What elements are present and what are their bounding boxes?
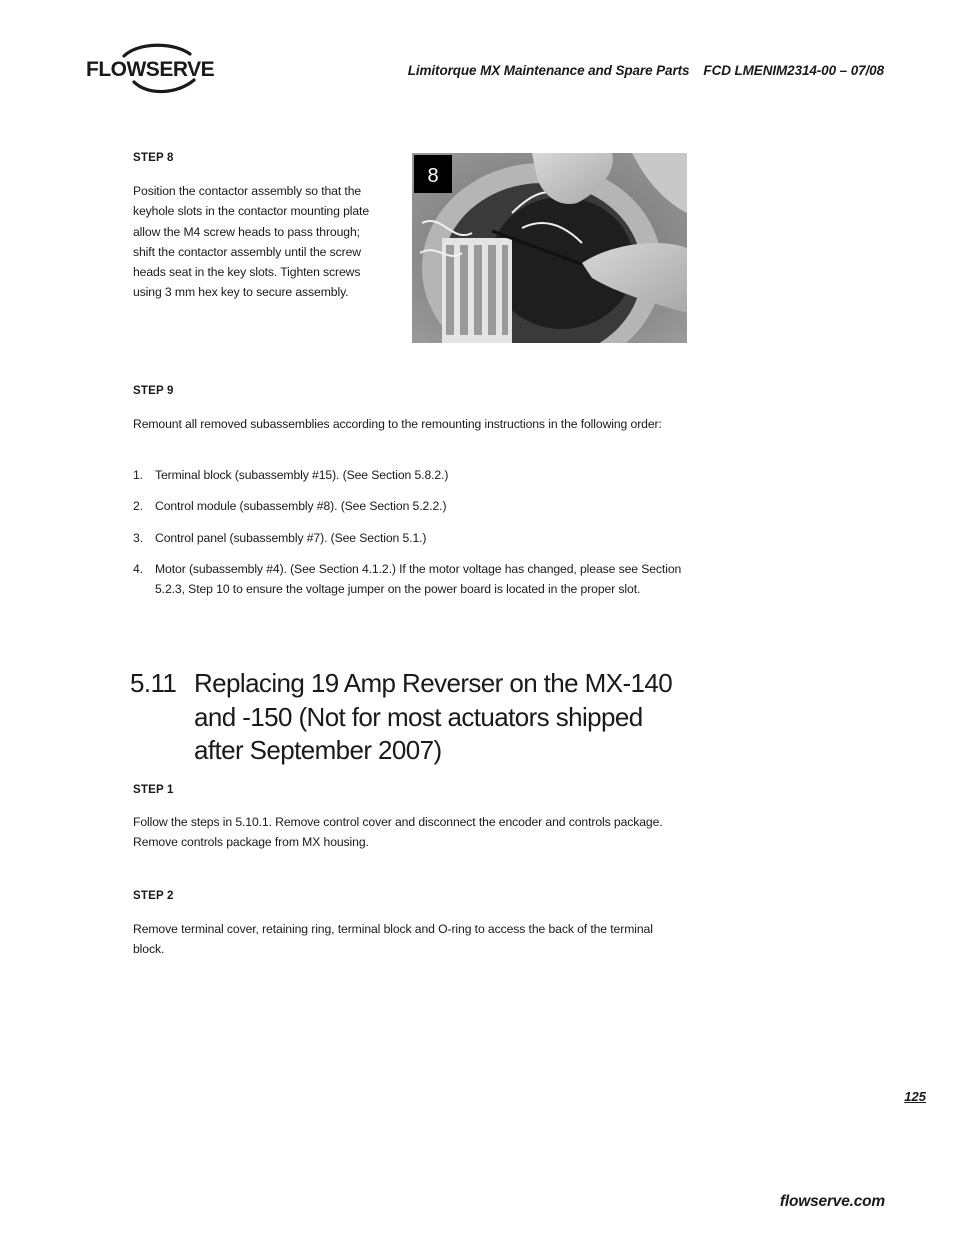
section-number: 5.11	[130, 668, 177, 698]
remount-order-list	[133, 465, 683, 610]
photo-step-number: 8	[427, 165, 439, 187]
step-2-label: STEP 2	[133, 890, 174, 902]
list-item: 3. Control panel (subassembly #7). (See Section 5.1.)	[133, 530, 427, 545]
document-code: FCD LMENIM2314-00 – 07/08	[703, 63, 884, 78]
contactor-assembly-photo	[412, 153, 687, 343]
step-1-label: STEP 1	[133, 784, 174, 796]
page-number: 125	[904, 1089, 926, 1104]
list-item: 2. Control module (subassembly #8). (See Section 5.2.2.)	[133, 499, 447, 514]
document-title: Limitorque MX Maintenance and Spare Parts	[407, 63, 690, 78]
brand-name: FLOWSERVE	[86, 58, 215, 81]
section-title: Replacing 19 Amp Reverser on the MX-140 and -150 (Not for most actuators shipped after September 2007)	[194, 668, 673, 765]
document-header	[408, 63, 884, 78]
step-8-text: Position the contactor assembly so that the keyhole slots in the contactor mounting plate allow the M4 screw heads to pass through; shift the contactor assembly until the screw heads seat in the key slots. Tighten screws using 3 mm hex key to secure assembly.	[133, 184, 370, 300]
flowserve-logo	[86, 40, 226, 96]
list-item: 4. Motor (subassembly #4). (See Section 4.1.2.) If the motor voltage has changed, please see Section 5.2.3, Step 10 to ensure the voltage jumper on the power board is located in the proper slot.	[133, 561, 682, 597]
step-2-text: Remove terminal cover, retaining ring, terminal block and O-ring to access the back of the terminal block.	[133, 922, 653, 957]
section-heading	[130, 667, 690, 768]
step-9-label: STEP 9	[133, 385, 174, 397]
step-1-text: Follow the steps in 5.10.1. Remove control cover and disconnect the encoder and controls package. Remove controls package from MX housing.	[133, 815, 663, 850]
step-8-label: STEP 8	[133, 152, 174, 164]
step-9-text: Remount all removed subassemblies according to the remounting instructions in the following order:	[133, 417, 662, 431]
list-item: 1. Terminal block (subassembly #15). (See Section 5.8.2.)	[133, 468, 449, 482]
footer-url[interactable]: flowserve.com	[779, 1193, 885, 1210]
